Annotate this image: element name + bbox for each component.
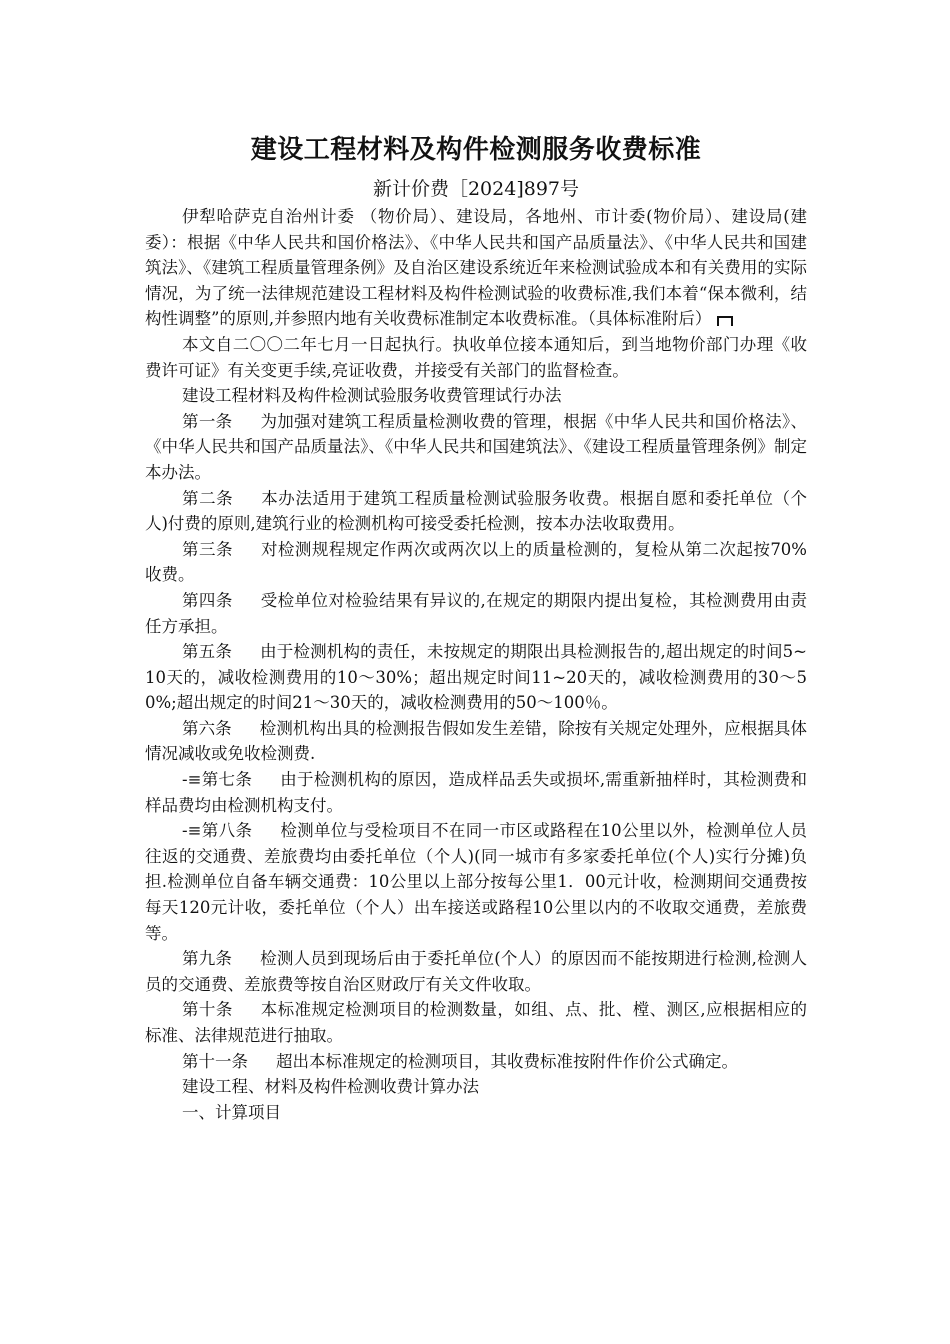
article-5: [145, 639, 807, 716]
bracket-mark-icon: [717, 316, 733, 326]
article-9: [145, 946, 807, 997]
document-page: [145, 128, 807, 1125]
article-text: 超出本标准规定的检测项目，其收费标准按附件作价公式确定。: [276, 1051, 738, 1071]
intro-paragraph: [145, 204, 807, 332]
article-label: 第十一条: [182, 1051, 248, 1071]
intro-text: 伊犁哈萨克自治州计委 （物价局）、建设局，各地州、市计委(物价局）、建设局(建委）：根据《中华人民共和国价格法》、《中华人民共和国产品质量法》、《中华人民共和国建筑法》、《建筑工程质量管理条例》及自治区建设系统近年来检测试验成本和有关费用的实际情况，为了统一法律规范建设工程材料及构件检测试验的收费标准,我们本着“保本微利，结构性调整”的原则,并参照内地有关收费标准制定本收费标准。（具体标准附后）: [145, 207, 807, 329]
article-7: [145, 767, 807, 818]
article-1: [145, 409, 807, 486]
article-6: [145, 716, 807, 767]
measures-heading: 建设工程材料及构件检测试验服务收费管理试行办法: [182, 386, 562, 406]
article-text: 由于检测机构的原因，造成样品丢失或损坏,需重新抽样时，其检测费和样品费均由检测机构支付。: [145, 770, 807, 815]
article-text: 受检单位对检验结果有异议的,在规定的期限内提出复检，其检测费用由责任方承担。: [145, 590, 808, 636]
article-text: 检测单位与受检项目不在同一市区或路程在10公里以外，检测单位人员往返的交通费、差旅费均由委托单位（个人)(同一城市有多家委托单位(个人)实行分摊)负担.检测单位自备车辆交通费：10公里以上部分按每公里1．00元计收，检测期间交通费按每天120元计收，委托单位（个人）出车接送或路程10公里以内的不收取交通费，差旅费等。: [145, 821, 807, 943]
article-text: 本标准规定检测项目的检测数量，如组、点、批、樘、测区,应根据相应的标准、法律规范进行抽取。: [145, 1000, 808, 1045]
calc-heading: 建设工程、材料及构件检测收费计算办法: [182, 1077, 479, 1097]
article-text: 对检测规程规定作两次或两次以上的质量检测的，复检从第二次起按70%收费。: [145, 539, 807, 585]
document-number: 新计价费［2024]897号: [372, 178, 580, 200]
article-label: 第二条: [182, 488, 234, 508]
article-4: [145, 588, 807, 639]
article-10: [145, 997, 807, 1048]
document-title: 建设工程材料及构件检测服务收费标准: [250, 135, 702, 165]
article-label: 第三条: [182, 539, 233, 559]
section-heading: 一、计算项目: [182, 1102, 281, 1122]
article-label: -≡第八条: [182, 821, 253, 841]
article-text: 为加强对建筑工程质量检测收费的管理，根据《中华人民共和国价格法》、《中华人民共和国产品质量法》、《中华人民共和国建筑法》、《建设工程质量管理条例》制定本办法。: [145, 411, 808, 482]
article-text: 检测人员到现场后由于委托单位(个人）的原因而不能按期进行检测,检测人员的交通费、差旅费等按自治区财政厅有关文件收取。: [145, 949, 807, 994]
article-label: -≡第七条: [182, 770, 253, 790]
article-11: [145, 1049, 807, 1075]
article-2: [145, 486, 807, 537]
effective-paragraph: 本文自二〇〇二年七月一日起执行。执收单位接本通知后，到当地物价部门办理《收费许可证》有关变更手续,亮证收费，并接受有关部门的监督检查。: [145, 334, 807, 380]
article-label: 第十条: [182, 1000, 233, 1020]
article-8: [145, 818, 807, 946]
article-text: 由于检测机构的责任，未按规定的期限出具检测报告的,超出规定的时间5~10天的，减收检测费用的10～30%；超出规定时间11~20天的，减收检测费用的30～50%;超出规定的时间21～30天的，减收检测费用的50～100％。: [145, 642, 808, 713]
article-text: 本办法适用于建筑工程质量检测试验服务收费。根据自愿和委托单位（个人)付费的原则,建筑行业的检测机构可接受委托检测，按本办法收取费用。: [145, 488, 808, 534]
article-label: 第一条: [182, 411, 233, 431]
article-label: 第五条: [182, 642, 233, 662]
article-label: 第六条: [182, 718, 232, 738]
article-label: 第四条: [182, 590, 233, 610]
article-text: 检测机构出具的检测报告假如发生差错，除按有关规定处理外，应根据具体情况减收或免收检测费.: [145, 718, 808, 764]
article-3: [145, 537, 807, 588]
article-label: 第九条: [182, 949, 233, 969]
